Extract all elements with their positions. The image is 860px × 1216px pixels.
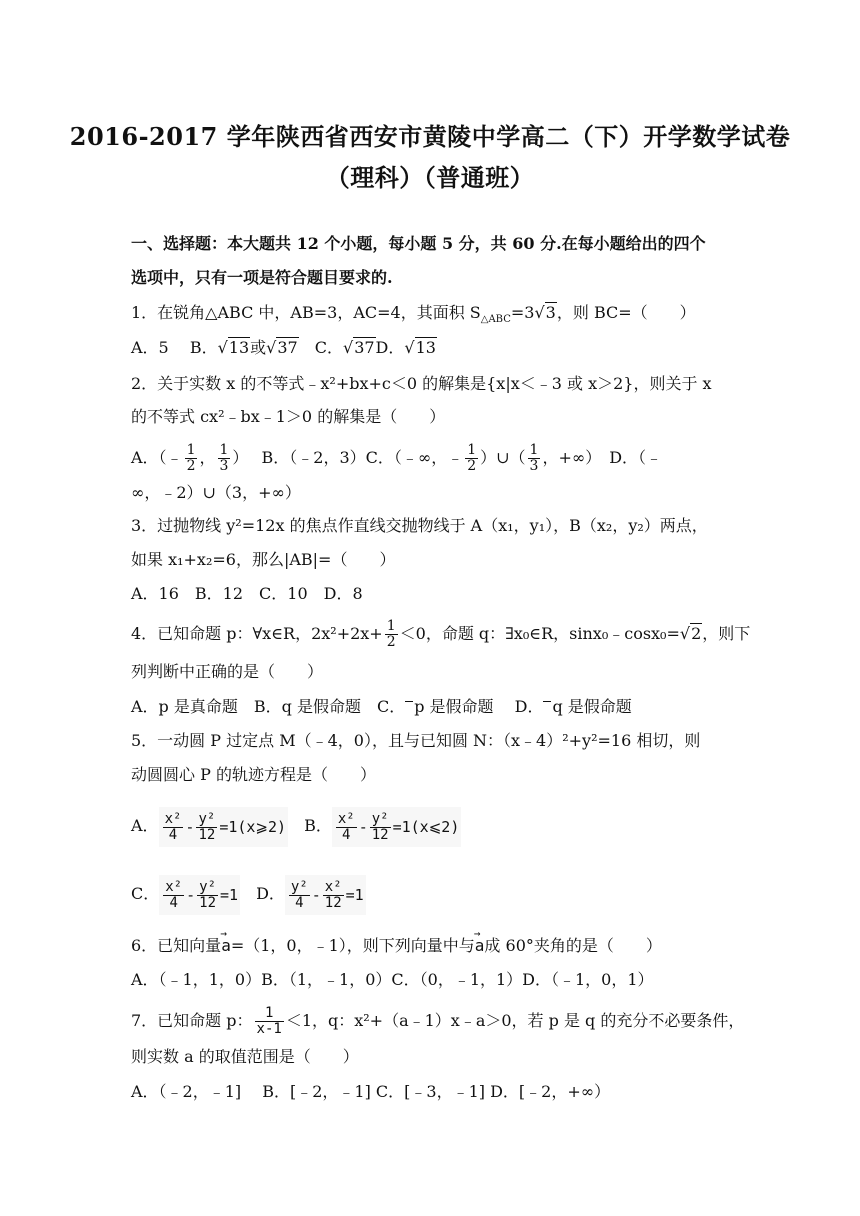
- formula-minus: -: [358, 817, 368, 836]
- question-1-options: [131, 338, 731, 358]
- formula-fraction: [197, 880, 218, 911]
- q4-text-b: ＜0，命题 q：∃x₀∈R，sinx₀﹣cosx₀=: [399, 624, 680, 643]
- formula-minus: -: [186, 885, 196, 904]
- question-3-stem-line1: 3．过抛物线 y²=12x 的焦点作直线交抛物线于 A（x₁，y₁），B（x₂，y₂）两点，: [131, 516, 708, 535]
- question-5-stem-line2: 动圆圆心 P 的轨迹方程是（ ）: [131, 765, 376, 784]
- frac-num: y²: [371, 810, 389, 827]
- question-4-options: [131, 697, 731, 717]
- q4-text-a: 4．已知命题 p：∀x∈R，2x²+2x+: [131, 624, 383, 643]
- q2-opt-a-sep: ，: [199, 448, 216, 467]
- formula-fraction: [196, 812, 217, 843]
- sqrt-icon: √: [404, 338, 415, 357]
- question-2-options-line1: [131, 441, 731, 475]
- question-5-options-ab: [131, 806, 731, 846]
- q2-fraction: [465, 443, 478, 474]
- q4-radicand: 2: [691, 624, 702, 643]
- q1-opt-b-or: 或: [250, 338, 267, 357]
- sqrt-icon: √: [534, 303, 545, 322]
- q5-option-d-label: D．: [240, 884, 285, 903]
- formula-minus: -: [185, 817, 195, 836]
- frac-num: y²: [199, 878, 216, 895]
- section-heading-line1: 一、选择题：本大题共 12 个小题，每小题 5 分，共 60 分.在每小题给出的四个: [131, 234, 706, 253]
- q2-opt-c-union: ）∪（: [480, 448, 526, 467]
- q5-option-b-formula: [332, 807, 462, 847]
- q1-text-b: =3: [510, 303, 535, 322]
- q1-opt-d-radicand: 13: [415, 338, 436, 357]
- exam-title-line2: （理科）（普通班）: [325, 163, 535, 192]
- question-7-options: A．（﹣2，﹣1] B．[﹣2，﹣1] C．[﹣3，﹣1] D．[﹣2，+∞）: [131, 1082, 611, 1101]
- formula-fraction: [323, 880, 344, 911]
- question-2-stem-line2: 的不等式 cx²﹣bx﹣1＞0 的解集是（ ）: [131, 407, 446, 426]
- q1-text-c: ，则 BC=（ ）: [556, 303, 696, 322]
- frac-num: x²: [337, 810, 355, 827]
- q2-opt-a-end-b-c-start: ） B．（﹣2，3）C．（﹣∞，﹣: [232, 448, 464, 467]
- frac-num: 1: [467, 442, 477, 458]
- frac-den: 3: [219, 458, 229, 474]
- sqrt-icon: √: [266, 338, 277, 357]
- sqrt-icon: √: [342, 338, 354, 357]
- q1-opt-b-radicand-1: 13: [228, 338, 250, 357]
- question-6-options: A．（﹣1，1，0）B．（1，﹣1，0）C．（0，﹣1，1）D．（﹣1，0，1）: [131, 970, 654, 989]
- frac-den: 4: [168, 826, 178, 843]
- sqrt-icon: √: [679, 624, 691, 643]
- formula-tail: =1(x⩽2): [392, 817, 460, 836]
- formula-tail: =1: [220, 885, 239, 904]
- q6-text-a: 6．已知向量: [131, 936, 222, 955]
- sqrt-icon: √: [217, 338, 228, 357]
- formula-tail: =1: [345, 885, 364, 904]
- q4-option-c-d-label: p 是假命题 D．: [414, 697, 544, 716]
- question-5-options-cd: [131, 874, 731, 914]
- question-2-options-line2: ∞，﹣2）∪（3，+∞）: [131, 483, 301, 502]
- q7-fraction: [255, 1006, 284, 1037]
- q1-radicand: 3: [545, 303, 556, 322]
- q6-text-c: 成 60°夹角的是（ ）: [484, 936, 662, 955]
- frac-num: y²: [290, 878, 308, 895]
- section-heading-line2: 选项中，只有一项是符合题目要求的.: [131, 268, 393, 287]
- frac-den: 2: [467, 458, 477, 474]
- q5-option-a-label: A．: [131, 816, 159, 835]
- q5-option-d-formula: [285, 875, 366, 915]
- frac-num: x²: [164, 810, 182, 827]
- frac-num: x²: [324, 878, 342, 895]
- question-3-stem-line2: 如果 x₁+x₂=6，那么|AB|=（ ）: [131, 550, 396, 569]
- frac-den: 4: [295, 894, 304, 911]
- q5-option-c-formula: [159, 875, 240, 915]
- exam-title-line1: 2016-2017 学年陕西省西安市黄陵中学高二（下）开学数学试卷: [69, 122, 791, 151]
- q1-option-c-label: C．: [298, 338, 343, 357]
- question-7-stem-line2: 则实数 a 的取值范围是（ ）: [131, 1047, 359, 1066]
- q7-text-a: 7．已知命题 p：: [131, 1011, 253, 1030]
- q4-fraction: [385, 619, 398, 650]
- q1-option-d-label: D．: [375, 338, 405, 357]
- formula-fraction: [336, 812, 357, 843]
- frac-num: 1: [186, 442, 196, 458]
- frac-den: 2: [386, 634, 396, 650]
- negation-icon: [405, 701, 413, 702]
- q4-text-c: ，则下: [702, 624, 751, 643]
- q2-fraction: [528, 443, 541, 474]
- frac-den: 3: [529, 458, 539, 474]
- frac-den: 4: [169, 894, 178, 911]
- frac-den: x-1: [256, 1021, 282, 1037]
- frac-num: x²: [165, 878, 183, 895]
- q1-opt-c-radicand: 37: [354, 338, 375, 357]
- frac-num: 1: [255, 1006, 284, 1022]
- question-5-stem-line1: 5．一动圆 P 过定点 M（﹣4，0），且与已知圆 N：（x﹣4）²+y²=16 相切，则: [131, 731, 701, 750]
- q4-option-d-text: q 是假命题: [552, 697, 632, 716]
- formula-minus: -: [311, 885, 321, 904]
- frac-den: 12: [198, 826, 216, 843]
- question-1-stem: [131, 303, 731, 330]
- formula-fraction: [370, 812, 391, 843]
- q2-fraction: [185, 443, 198, 474]
- q1-area-subscript: △ABC: [480, 314, 511, 326]
- vector-a: → a: [221, 936, 231, 956]
- q1-option-a-b-label: A．5 B．: [131, 338, 218, 357]
- formula-fraction: [163, 880, 184, 911]
- q6-text-b: =（1，0，﹣1），则下列向量中与: [230, 936, 475, 955]
- q7-text-b: ＜1，q：x²+（a﹣1）x﹣a＞0，若 p 是 q 的充分不必要条件，: [285, 1011, 745, 1030]
- q5-option-c-label: C．: [131, 884, 160, 903]
- question-2-stem-line1: 2．关于实数 x 的不等式﹣x²+bx+c＜0 的解集是{x|x＜﹣3 或 x＞2}，则关于 x: [131, 374, 712, 393]
- frac-num: y²: [198, 810, 216, 827]
- frac-num: 1: [386, 618, 396, 634]
- q2-fraction: [218, 443, 231, 474]
- q5-option-b-label: B．: [288, 816, 332, 835]
- frac-den: 2: [186, 458, 196, 474]
- frac-num: 1: [529, 442, 539, 458]
- frac-den: 12: [199, 894, 216, 911]
- question-4-stem-line2: 列判断中正确的是（ ）: [131, 662, 324, 681]
- formula-fraction: [289, 880, 310, 911]
- frac-num: 1: [219, 442, 229, 458]
- q2-opt-c-end-d-start: ，+∞） D．（﹣: [542, 448, 663, 467]
- frac-den: 12: [371, 826, 389, 843]
- frac-den: 4: [342, 826, 351, 843]
- question-6-stem: [131, 936, 731, 956]
- question-4-stem-line1: [131, 617, 751, 651]
- question-7-stem-line1: [131, 1004, 745, 1038]
- q2-opt-a-start: A．（﹣: [131, 448, 183, 467]
- frac-den: 12: [324, 894, 342, 911]
- formula-tail: =1(x⩾2): [219, 817, 287, 836]
- q1-opt-b-radicand-2: 37: [277, 338, 298, 357]
- q5-option-a-formula: [159, 807, 289, 847]
- question-3-options: A．16 B．12 C．10 D．8: [131, 584, 363, 603]
- q1-text-a: 1．在锐角△ABC 中，AB=3，AC=4，其面积 S: [131, 303, 481, 322]
- formula-fraction: [163, 812, 184, 843]
- negation-icon: [543, 701, 551, 702]
- q4-options-a-b-c-label: A．p 是真命题 B．q 是假命题 C．: [131, 697, 406, 716]
- vector-a: → a: [475, 936, 485, 956]
